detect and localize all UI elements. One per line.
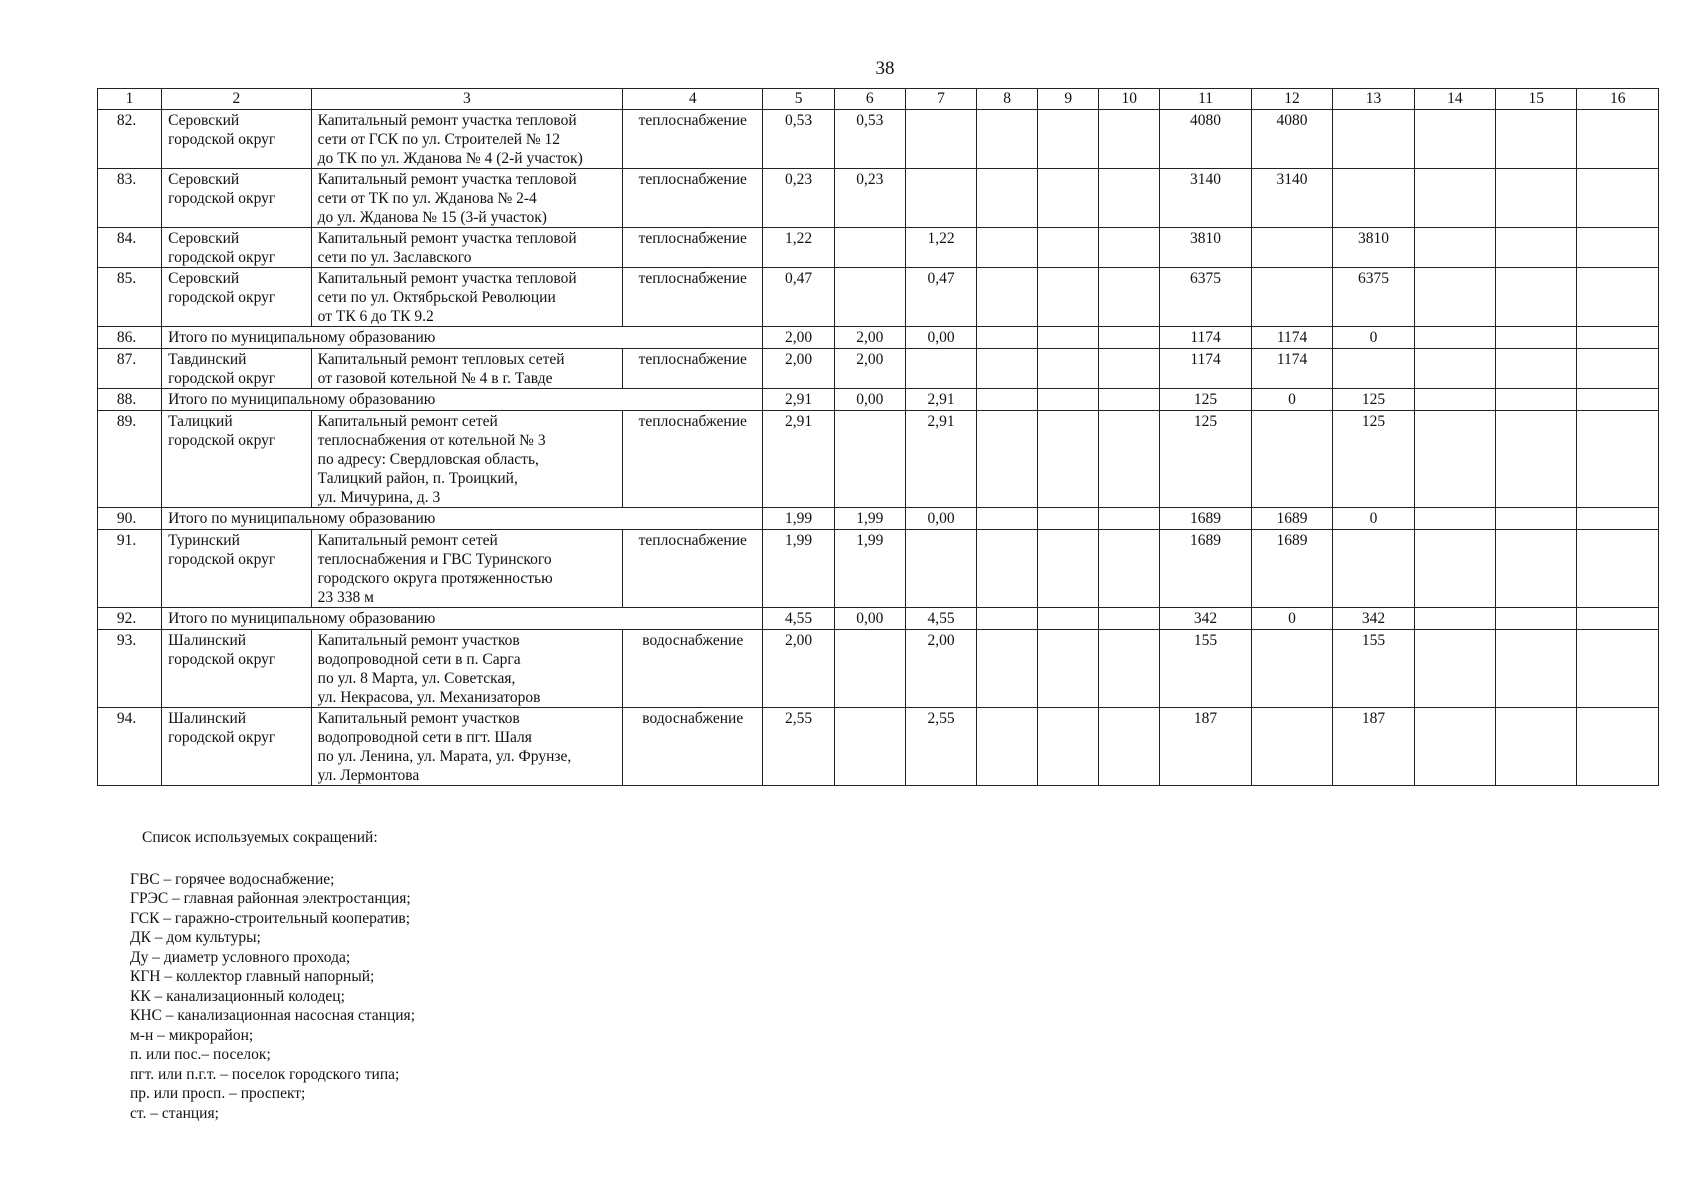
header-cell: 16 <box>1577 89 1659 110</box>
value-cell-c14 <box>1414 411 1495 508</box>
value-cell-c8 <box>977 349 1038 389</box>
total-label-cell: Итого по муниципальному образованию <box>162 327 763 349</box>
abbreviation-item: КК – канализационный колодец; <box>130 987 345 1005</box>
category-cell: теплоснабжение <box>623 530 763 608</box>
row-number-cell: 82. <box>98 110 162 169</box>
value-cell-c6: 0,23 <box>834 169 905 228</box>
category-cell: теплоснабжение <box>623 268 763 327</box>
value-cell-c16 <box>1577 708 1659 786</box>
value-cell-c13 <box>1333 530 1414 608</box>
value-cell-c11: 3810 <box>1160 228 1252 268</box>
value-cell-c14 <box>1414 630 1495 708</box>
description-cell: Капитальный ремонт участков водопроводной сети в п. Сарга по ул. 8 Марта, ул. Советская, ул. Некрасова, ул. Механизаторов <box>311 630 622 708</box>
abbreviation-item: ГРЭС – главная районная электростанция; <box>130 890 411 907</box>
total-label-cell: Итого по муниципальному образованию <box>162 389 763 411</box>
value-cell-c7 <box>905 349 976 389</box>
value-cell-c12: 1174 <box>1251 327 1332 349</box>
header-cell: 3 <box>311 89 622 110</box>
value-cell-c6: 0,00 <box>834 389 905 411</box>
value-cell-c10 <box>1099 508 1160 530</box>
municipality-cell: Туринский городской округ <box>162 530 312 608</box>
category-cell: теплоснабжение <box>623 110 763 169</box>
row-number-cell: 92. <box>98 608 162 630</box>
value-cell-c12: 3140 <box>1251 169 1332 228</box>
abbreviation-item: пгт. или п.г.т. – поселок городского типа; <box>130 1065 400 1083</box>
category-cell: теплоснабжение <box>623 228 763 268</box>
value-cell-c5: 2,00 <box>763 327 834 349</box>
description-cell: Капитальный ремонт тепловых сетей от газовой котельной № 4 в г. Тавде <box>311 349 622 389</box>
table-row <box>98 411 1659 508</box>
value-cell-c16 <box>1577 228 1659 268</box>
table-header-row <box>98 89 1659 110</box>
value-cell-c13: 6375 <box>1333 268 1414 327</box>
value-cell-c15 <box>1496 228 1577 268</box>
municipality-cell: Серовский городской округ <box>162 228 312 268</box>
table-row <box>98 630 1659 708</box>
value-cell-c13: 125 <box>1333 389 1414 411</box>
header-cell: 5 <box>763 89 834 110</box>
municipality-cell: Серовский городской округ <box>162 110 312 169</box>
value-cell-c12: 0 <box>1251 389 1332 411</box>
header-cell: 9 <box>1038 89 1099 110</box>
value-cell-c8 <box>977 508 1038 530</box>
value-cell-c9 <box>1038 389 1099 411</box>
value-cell-c12: 1174 <box>1251 349 1332 389</box>
value-cell-c11: 155 <box>1160 630 1252 708</box>
value-cell-c10 <box>1099 630 1160 708</box>
header-cell: 6 <box>834 89 905 110</box>
value-cell-c11: 1174 <box>1160 349 1252 389</box>
category-cell: водоснабжение <box>623 630 763 708</box>
value-cell-c9 <box>1038 349 1099 389</box>
value-cell-c16 <box>1577 268 1659 327</box>
abbreviation-item: КГН – коллектор главный напорный; <box>130 968 375 985</box>
header-cell: 15 <box>1496 89 1577 110</box>
value-cell-c11: 125 <box>1160 389 1252 411</box>
value-cell-c16 <box>1577 349 1659 389</box>
value-cell-c7 <box>905 110 976 169</box>
value-cell-c16 <box>1577 411 1659 508</box>
value-cell-c11: 125 <box>1160 411 1252 508</box>
municipality-cell: Шалинский городской округ <box>162 630 312 708</box>
value-cell-c16 <box>1577 608 1659 630</box>
value-cell-c15 <box>1496 411 1577 508</box>
value-cell-c8 <box>977 110 1038 169</box>
value-cell-c12 <box>1251 411 1332 508</box>
value-cell-c15 <box>1496 530 1577 608</box>
row-number-cell: 86. <box>98 327 162 349</box>
value-cell-c14 <box>1414 110 1495 169</box>
value-cell-c12 <box>1251 228 1332 268</box>
value-cell-c14 <box>1414 389 1495 411</box>
value-cell-c7: 0,00 <box>905 508 976 530</box>
value-cell-c9 <box>1038 169 1099 228</box>
value-cell-c6 <box>834 268 905 327</box>
value-cell-c8 <box>977 708 1038 786</box>
value-cell-c15 <box>1496 708 1577 786</box>
row-number-cell: 91. <box>98 530 162 608</box>
total-label-cell: Итого по муниципальному образованию <box>162 608 763 630</box>
value-cell-c13: 0 <box>1333 327 1414 349</box>
value-cell-c16 <box>1577 169 1659 228</box>
value-cell-c15 <box>1496 349 1577 389</box>
value-cell-c15 <box>1496 389 1577 411</box>
value-cell-c15 <box>1496 268 1577 327</box>
value-cell-c13: 125 <box>1333 411 1414 508</box>
value-cell-c14 <box>1414 327 1495 349</box>
value-cell-c9 <box>1038 110 1099 169</box>
value-cell-c10 <box>1099 708 1160 786</box>
description-cell: Капитальный ремонт участков водопроводной сети в пгт. Шаля по ул. Ленина, ул. Марата, ул. Фрунзе, ул. Лермонтова <box>311 708 622 786</box>
row-number-cell: 87. <box>98 349 162 389</box>
value-cell-c9 <box>1038 608 1099 630</box>
row-number-cell: 94. <box>98 708 162 786</box>
total-label-cell: Итого по муниципальному образованию <box>162 508 763 530</box>
row-number-cell: 88. <box>98 389 162 411</box>
value-cell-c12 <box>1251 630 1332 708</box>
municipality-cell: Талицкий городской округ <box>162 411 312 508</box>
row-number-cell: 89. <box>98 411 162 508</box>
value-cell-c5: 2,91 <box>763 389 834 411</box>
value-cell-c10 <box>1099 268 1160 327</box>
value-cell-c8 <box>977 608 1038 630</box>
value-cell-c9 <box>1038 530 1099 608</box>
value-cell-c15 <box>1496 608 1577 630</box>
header-cell: 4 <box>623 89 763 110</box>
value-cell-c14 <box>1414 268 1495 327</box>
value-cell-c16 <box>1577 389 1659 411</box>
table-row <box>98 708 1659 786</box>
value-cell-c10 <box>1099 228 1160 268</box>
header-cell: 2 <box>162 89 312 110</box>
value-cell-c10 <box>1099 327 1160 349</box>
value-cell-c8 <box>977 411 1038 508</box>
total-row <box>98 508 1659 530</box>
category-cell: теплоснабжение <box>623 169 763 228</box>
abbreviation-item: п. или пос.– поселок; <box>130 1046 271 1063</box>
value-cell-c8 <box>977 228 1038 268</box>
value-cell-c14 <box>1414 349 1495 389</box>
value-cell-c14 <box>1414 169 1495 228</box>
value-cell-c13: 187 <box>1333 708 1414 786</box>
value-cell-c16 <box>1577 630 1659 708</box>
table-row <box>98 169 1659 228</box>
value-cell-c10 <box>1099 530 1160 608</box>
total-row <box>98 608 1659 630</box>
value-cell-c9 <box>1038 508 1099 530</box>
table-row <box>98 530 1659 608</box>
abbreviations-title: Список используемых сокращений: <box>142 829 378 846</box>
row-number-cell: 85. <box>98 268 162 327</box>
description-cell: Капитальный ремонт участка тепловой сети по ул. Заславского <box>311 228 622 268</box>
description-cell: Капитальный ремонт сетей теплоснабжения от котельной № 3 по адресу: Свердловская область, Талицкий район, п. Троицкий, ул. Мичурина, д. 3 <box>311 411 622 508</box>
value-cell-c12 <box>1251 268 1332 327</box>
value-cell-c10 <box>1099 349 1160 389</box>
value-cell-c6 <box>834 708 905 786</box>
value-cell-c15 <box>1496 327 1577 349</box>
value-cell-c5: 2,00 <box>763 349 834 389</box>
header-cell: 12 <box>1251 89 1332 110</box>
value-cell-c6 <box>834 630 905 708</box>
value-cell-c14 <box>1414 530 1495 608</box>
value-cell-c7 <box>905 530 976 608</box>
value-cell-c14 <box>1414 708 1495 786</box>
value-cell-c16 <box>1577 530 1659 608</box>
value-cell-c13: 342 <box>1333 608 1414 630</box>
value-cell-c5: 1,99 <box>763 530 834 608</box>
value-cell-c12: 1689 <box>1251 508 1332 530</box>
description-cell: Капитальный ремонт участка тепловой сети от ТК по ул. Жданова № 2-4 до ул. Жданова № 15 (3-й участок) <box>311 169 622 228</box>
abbreviations-section <box>130 828 415 1123</box>
value-cell-c10 <box>1099 169 1160 228</box>
value-cell-c8 <box>977 169 1038 228</box>
value-cell-c7: 2,91 <box>905 411 976 508</box>
value-cell-c12 <box>1251 708 1332 786</box>
description-cell: Капитальный ремонт сетей теплоснабжения и ГВС Туринского городского округа протяженностью 23 338 м <box>311 530 622 608</box>
value-cell-c5: 0,23 <box>763 169 834 228</box>
value-cell-c5: 2,55 <box>763 708 834 786</box>
description-cell: Капитальный ремонт участка тепловой сети по ул. Октябрьской Революции от ТК 6 до ТК 9.2 <box>311 268 622 327</box>
value-cell-c15 <box>1496 630 1577 708</box>
row-number-cell: 90. <box>98 508 162 530</box>
municipality-cell: Серовский городской округ <box>162 268 312 327</box>
row-number-cell: 84. <box>98 228 162 268</box>
value-cell-c9 <box>1038 630 1099 708</box>
abbreviation-item: пр. или просп. – проспект; <box>130 1085 306 1102</box>
value-cell-c6: 1,99 <box>834 508 905 530</box>
value-cell-c11: 1174 <box>1160 327 1252 349</box>
value-cell-c9 <box>1038 327 1099 349</box>
value-cell-c7 <box>905 169 976 228</box>
value-cell-c15 <box>1496 508 1577 530</box>
value-cell-c6: 2,00 <box>834 327 905 349</box>
category-cell: теплоснабжение <box>623 411 763 508</box>
value-cell-c10 <box>1099 389 1160 411</box>
value-cell-c14 <box>1414 508 1495 530</box>
abbreviation-item: ДК – дом культуры; <box>130 929 261 946</box>
value-cell-c8 <box>977 389 1038 411</box>
value-cell-c8 <box>977 530 1038 608</box>
table-row <box>98 349 1659 389</box>
value-cell-c13: 155 <box>1333 630 1414 708</box>
value-cell-c5: 0,47 <box>763 268 834 327</box>
value-cell-c11: 342 <box>1160 608 1252 630</box>
data-table <box>97 88 1659 786</box>
abbreviation-item: м-н – микрорайон; <box>130 1026 254 1044</box>
value-cell-c12: 0 <box>1251 608 1332 630</box>
value-cell-c6: 0,53 <box>834 110 905 169</box>
value-cell-c10 <box>1099 110 1160 169</box>
value-cell-c6 <box>834 411 905 508</box>
value-cell-c8 <box>977 630 1038 708</box>
header-cell: 13 <box>1333 89 1414 110</box>
value-cell-c11: 187 <box>1160 708 1252 786</box>
value-cell-c13: 3810 <box>1333 228 1414 268</box>
table-row <box>98 228 1659 268</box>
description-cell: Капитальный ремонт участка тепловой сети от ГСК по ул. Строителей № 12 до ТК по ул. Жданова № 4 (2-й участок) <box>311 110 622 169</box>
value-cell-c12: 1689 <box>1251 530 1332 608</box>
value-cell-c5: 2,00 <box>763 630 834 708</box>
value-cell-c6: 2,00 <box>834 349 905 389</box>
value-cell-c7: 0,47 <box>905 268 976 327</box>
value-cell-c6: 0,00 <box>834 608 905 630</box>
value-cell-c6: 1,99 <box>834 530 905 608</box>
value-cell-c11: 1689 <box>1160 530 1252 608</box>
value-cell-c5: 2,91 <box>763 411 834 508</box>
abbreviation-item: ГСК – гаражно-строительный кооператив; <box>130 909 411 927</box>
value-cell-c7: 0,00 <box>905 327 976 349</box>
value-cell-c9 <box>1038 708 1099 786</box>
value-cell-c15 <box>1496 110 1577 169</box>
value-cell-c13 <box>1333 349 1414 389</box>
value-cell-c5: 4,55 <box>763 608 834 630</box>
value-cell-c7: 4,55 <box>905 608 976 630</box>
municipality-cell: Шалинский городской округ <box>162 708 312 786</box>
total-row <box>98 389 1659 411</box>
value-cell-c5: 1,22 <box>763 228 834 268</box>
total-row <box>98 327 1659 349</box>
value-cell-c14 <box>1414 228 1495 268</box>
value-cell-c12: 4080 <box>1251 110 1332 169</box>
page-number: 38 <box>875 58 895 79</box>
header-cell: 8 <box>977 89 1038 110</box>
abbreviation-item: КНС – канализационная насосная станция; <box>130 1007 415 1024</box>
abbreviation-item: Ду – диаметр условного прохода; <box>130 948 351 966</box>
value-cell-c7: 2,55 <box>905 708 976 786</box>
value-cell-c11: 4080 <box>1160 110 1252 169</box>
table-row <box>98 268 1659 327</box>
municipality-cell: Тавдинский городской округ <box>162 349 312 389</box>
value-cell-c8 <box>977 327 1038 349</box>
value-cell-c13 <box>1333 169 1414 228</box>
category-cell: водоснабжение <box>623 708 763 786</box>
value-cell-c5: 0,53 <box>763 110 834 169</box>
value-cell-c11: 6375 <box>1160 268 1252 327</box>
header-cell: 1 <box>98 89 162 110</box>
value-cell-c9 <box>1038 228 1099 268</box>
value-cell-c9 <box>1038 268 1099 327</box>
row-number-cell: 83. <box>98 169 162 228</box>
value-cell-c16 <box>1577 110 1659 169</box>
value-cell-c13: 0 <box>1333 508 1414 530</box>
value-cell-c5: 1,99 <box>763 508 834 530</box>
value-cell-c16 <box>1577 508 1659 530</box>
row-number-cell: 93. <box>98 630 162 708</box>
category-cell: теплоснабжение <box>623 349 763 389</box>
value-cell-c13 <box>1333 110 1414 169</box>
header-cell: 11 <box>1160 89 1252 110</box>
value-cell-c7: 2,91 <box>905 389 976 411</box>
value-cell-c9 <box>1038 411 1099 508</box>
header-cell: 10 <box>1099 89 1160 110</box>
table-row <box>98 110 1659 169</box>
value-cell-c6 <box>834 228 905 268</box>
value-cell-c15 <box>1496 169 1577 228</box>
abbreviations-list <box>130 870 415 1124</box>
value-cell-c10 <box>1099 411 1160 508</box>
value-cell-c7: 2,00 <box>905 630 976 708</box>
value-cell-c8 <box>977 268 1038 327</box>
value-cell-c14 <box>1414 608 1495 630</box>
value-cell-c16 <box>1577 327 1659 349</box>
header-cell: 14 <box>1414 89 1495 110</box>
municipality-cell: Серовский городской округ <box>162 169 312 228</box>
value-cell-c7: 1,22 <box>905 228 976 268</box>
value-cell-c10 <box>1099 608 1160 630</box>
abbreviation-item: ГВС – горячее водоснабжение; <box>130 870 335 888</box>
value-cell-c11: 3140 <box>1160 169 1252 228</box>
header-cell: 7 <box>905 89 976 110</box>
value-cell-c11: 1689 <box>1160 508 1252 530</box>
abbreviation-item: ст. – станция; <box>130 1104 219 1122</box>
